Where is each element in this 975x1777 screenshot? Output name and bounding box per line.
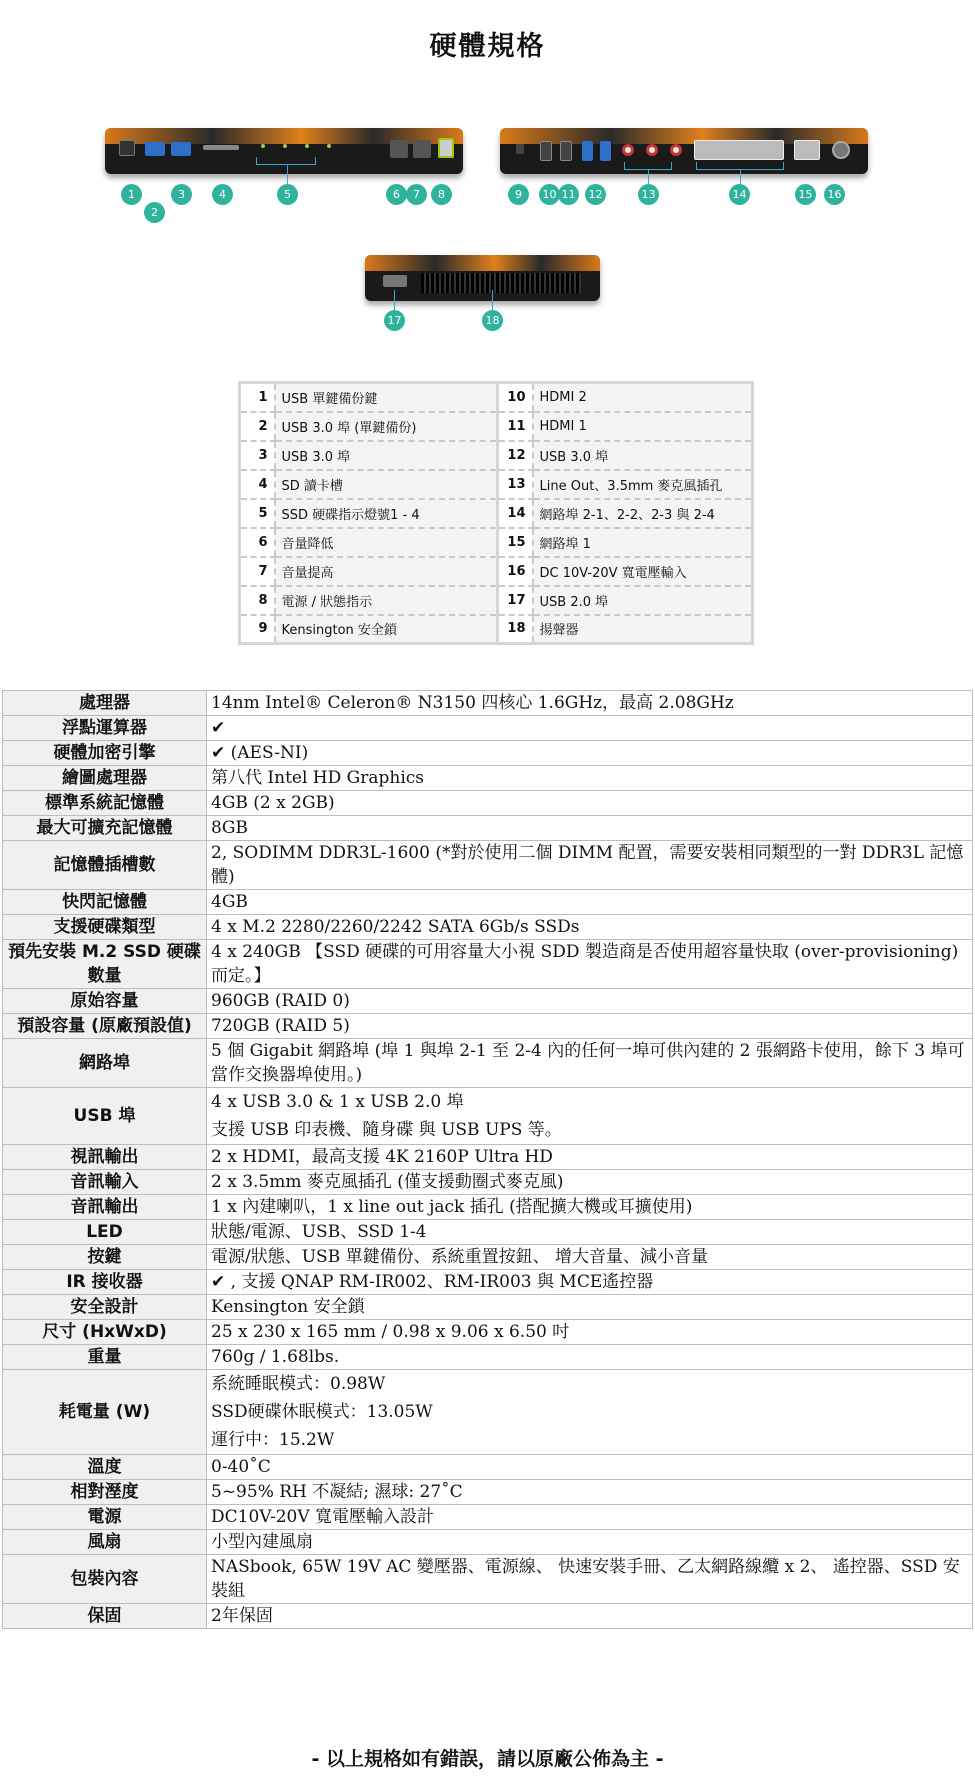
spec-value-line: ✔ xyxy=(211,718,226,738)
callout-9: 9 xyxy=(508,184,529,205)
legend-number: 15 xyxy=(498,528,533,557)
spec-value xyxy=(207,1270,973,1295)
spec-row xyxy=(3,1145,973,1170)
port-legend-table xyxy=(238,381,754,645)
spec-label: 視訊輸出 xyxy=(3,1145,207,1170)
legend-label: USB 3.0 埠 (單鍵備份) xyxy=(275,412,498,441)
spec-value-line: 2 x 3.5mm 麥克風插孔 (僅支援動圈式麥克風) xyxy=(211,1172,564,1192)
spec-label: 保固 xyxy=(3,1604,207,1629)
spec-value xyxy=(207,1220,973,1245)
spec-value-line: 2年保固 xyxy=(211,1606,273,1626)
spec-value xyxy=(207,1480,973,1505)
legend-number: 1 xyxy=(240,383,275,412)
legend-label: Kensington 安全鎖 xyxy=(275,615,498,644)
legend-label: USB 3.0 埠 xyxy=(275,441,498,470)
spec-value-line: 5~95% RH 不凝結; 濕球: 27˚C xyxy=(211,1482,463,1502)
legend-label: 電源 / 狀態指示 xyxy=(275,586,498,615)
disclaimer-footer: - 以上規格如有錯誤，請以原廠公佈為主 - xyxy=(311,1748,664,1770)
spec-value xyxy=(207,791,973,816)
spec-value xyxy=(207,1320,973,1345)
spec-label: 硬體加密引擎 xyxy=(3,741,207,766)
callout-4: 4 xyxy=(212,184,233,205)
callout-1: 1 xyxy=(121,184,142,205)
legend-number: 7 xyxy=(240,557,275,586)
callout-12: 12 xyxy=(585,184,606,205)
callout-6: 6 xyxy=(386,184,407,205)
legend-row xyxy=(240,499,753,528)
legend-label: USB 2.0 埠 xyxy=(533,586,753,615)
spec-value xyxy=(207,1145,973,1170)
callout-16: 16 xyxy=(824,184,845,205)
spec-value-line: 25 x 230 x 165 mm / 0.98 x 9.06 x 6.50 吋 xyxy=(211,1322,570,1342)
spec-row xyxy=(3,841,973,890)
legend-number: 5 xyxy=(240,499,275,528)
legend-label: 音量提高 xyxy=(275,557,498,586)
legend-label: HDMI 2 xyxy=(533,383,753,412)
legend-label: HDMI 1 xyxy=(533,412,753,441)
spec-value-line: 2, SODIMM DDR3L-1600 (*對於使用二個 DIMM 配置，需要安裝相同類型的一對 DDR3L 記憶體) xyxy=(211,843,964,887)
spec-value-line: 系統睡眠模式：0.98W xyxy=(211,1374,386,1394)
spec-value xyxy=(207,890,973,915)
spec-row xyxy=(3,691,973,716)
spec-value xyxy=(207,1345,973,1370)
spec-row xyxy=(3,1555,973,1604)
spec-value xyxy=(207,1195,973,1220)
spec-label: 繪圖處理器 xyxy=(3,766,207,791)
spec-value-line: ✔ , 支援 QNAP RM-IR002、RM-IR003 與 MCE遙控器 xyxy=(211,1272,654,1292)
spec-value xyxy=(207,716,973,741)
legend-label: USB 3.0 埠 xyxy=(533,441,753,470)
spec-row xyxy=(3,791,973,816)
spec-row xyxy=(3,1088,973,1145)
spec-label: 風扇 xyxy=(3,1530,207,1555)
rear-view-image xyxy=(500,128,868,183)
spec-row xyxy=(3,766,973,791)
spec-value-line: 2 x HDMI，最高支援 4K 2160P Ultra HD xyxy=(211,1147,553,1167)
spec-value-line: Kensington 安全鎖 xyxy=(211,1297,365,1317)
spec-label: 快閃記憶體 xyxy=(3,890,207,915)
legend-row xyxy=(240,470,753,499)
legend-number: 8 xyxy=(240,586,275,615)
callout-17: 17 xyxy=(384,310,405,331)
spec-value-line: 第八代 Intel HD Graphics xyxy=(211,768,425,788)
spec-label: 尺寸 (HxWxD) xyxy=(3,1320,207,1345)
legend-label: USB 單鍵備份鍵 xyxy=(275,383,498,412)
spec-value-line: 小型內建風扇 xyxy=(211,1532,313,1552)
spec-label: 相對溼度 xyxy=(3,1480,207,1505)
spec-row xyxy=(3,1039,973,1088)
legend-number: 2 xyxy=(240,412,275,441)
spec-value-line: 760g / 1.68lbs. xyxy=(211,1347,340,1367)
callout-7: 7 xyxy=(406,184,427,205)
spec-value-line: 14nm Intel® Celeron® N3150 四核心 1.6GHz，最高 2.08GHz xyxy=(211,693,734,713)
legend-row xyxy=(240,557,753,586)
spec-value-line: 4 x 240GB 【SSD 硬碟的可用容量大小視 SDD 製造商是否使用超容量快取 (over-provisioning) 而定。】 xyxy=(211,942,959,986)
spec-value xyxy=(207,989,973,1014)
callout-18: 18 xyxy=(482,310,503,331)
spec-label: 重量 xyxy=(3,1345,207,1370)
spec-value-line: ✔ (AES-NI) xyxy=(211,743,309,763)
spec-row xyxy=(3,1195,973,1220)
legend-number: 17 xyxy=(498,586,533,615)
spec-row xyxy=(3,1345,973,1370)
spec-value xyxy=(207,1245,973,1270)
spec-value xyxy=(207,915,973,940)
spec-value xyxy=(207,1039,973,1088)
spec-value xyxy=(207,1295,973,1320)
spec-value xyxy=(207,1014,973,1039)
spec-row xyxy=(3,741,973,766)
page-title: 硬體規格 xyxy=(429,31,546,62)
legend-label: 網路埠 2-1、2-2、2-3 與 2-4 xyxy=(533,499,753,528)
legend-row xyxy=(240,383,753,412)
spec-row xyxy=(3,816,973,841)
legend-row xyxy=(240,441,753,470)
spec-label: 記憶體插槽數 xyxy=(3,841,207,890)
spec-row xyxy=(3,940,973,989)
spec-label: 溫度 xyxy=(3,1455,207,1480)
spec-value-line: 1 x 內建喇叭，1 x line out jack 插孔 (搭配擴大機或耳擴使用) xyxy=(211,1197,693,1217)
spec-value xyxy=(207,1530,973,1555)
spec-value-line: 運行中：15.2W xyxy=(211,1430,335,1450)
callout-bracket xyxy=(624,162,672,170)
spec-value-line: 4GB xyxy=(211,892,248,912)
callout-leader xyxy=(492,290,493,310)
spec-value xyxy=(207,691,973,716)
spec-value xyxy=(207,940,973,989)
legend-number: 3 xyxy=(240,441,275,470)
spec-value-line: 0-40˚C xyxy=(211,1457,271,1477)
spec-value xyxy=(207,816,973,841)
spec-row xyxy=(3,1480,973,1505)
spec-label: 預設容量 (原廠預設值) xyxy=(3,1014,207,1039)
legend-label: SD 讀卡槽 xyxy=(275,470,498,499)
spec-row xyxy=(3,1170,973,1195)
legend-label: 音量降低 xyxy=(275,528,498,557)
spec-row xyxy=(3,1320,973,1345)
spec-label: 耗電量 (W) xyxy=(3,1370,207,1455)
callout-8: 8 xyxy=(431,184,452,205)
legend-label: DC 10V-20V 寬電壓輸入 xyxy=(533,557,753,586)
legend-number: 11 xyxy=(498,412,533,441)
legend-label: SSD 硬碟指示燈號1 - 4 xyxy=(275,499,498,528)
spec-label: 音訊輸出 xyxy=(3,1195,207,1220)
spec-row xyxy=(3,1295,973,1320)
legend-number: 14 xyxy=(498,499,533,528)
callout-bracket xyxy=(696,162,784,170)
spec-value xyxy=(207,1555,973,1604)
spec-value-line: 電源/狀態、USB 單鍵備份、系統重置按鈕、 增大音量、減小音量 xyxy=(211,1247,708,1267)
spec-label: 包裝內容 xyxy=(3,1555,207,1604)
callout-15: 15 xyxy=(795,184,816,205)
legend-number: 16 xyxy=(498,557,533,586)
callout-14: 14 xyxy=(729,184,750,205)
spec-row xyxy=(3,716,973,741)
spec-value xyxy=(207,741,973,766)
legend-label: Line Out、3.5mm 麥克風插孔 xyxy=(533,470,753,499)
legend-number: 18 xyxy=(498,615,533,644)
spec-label: 音訊輸入 xyxy=(3,1170,207,1195)
spec-label: 浮點運算器 xyxy=(3,716,207,741)
spec-value xyxy=(207,1604,973,1629)
spec-value-line: 960GB (RAID 0) xyxy=(211,991,350,1011)
callout-5: 5 xyxy=(277,184,298,205)
spec-label: 按鍵 xyxy=(3,1245,207,1270)
callout-leader xyxy=(394,290,395,310)
legend-row xyxy=(240,412,753,441)
spec-row xyxy=(3,1014,973,1039)
legend-number: 13 xyxy=(498,470,533,499)
spec-value-line: 8GB xyxy=(211,818,248,838)
spec-value xyxy=(207,766,973,791)
spec-row xyxy=(3,1245,973,1270)
spec-row xyxy=(3,989,973,1014)
legend-row xyxy=(240,528,753,557)
spec-row xyxy=(3,1220,973,1245)
legend-row xyxy=(240,615,753,644)
spec-row xyxy=(3,1530,973,1555)
spec-value-line: 4GB (2 x 2GB) xyxy=(211,793,335,813)
legend-number: 6 xyxy=(240,528,275,557)
legend-number: 9 xyxy=(240,615,275,644)
spec-value-line: NASbook, 65W 19V AC 變壓器、電源線、 快速安裝手冊、乙太網路線纜 x 2、 遙控器、SSD 安裝組 xyxy=(211,1557,960,1601)
legend-label: 網路埠 1 xyxy=(533,528,753,557)
front-view-image xyxy=(105,128,463,183)
spec-label: 安全設計 xyxy=(3,1295,207,1320)
spec-value xyxy=(207,841,973,890)
spec-value-line: 狀態/電源、USB、SSD 1-4 xyxy=(211,1222,427,1242)
spec-row xyxy=(3,1455,973,1480)
callout-13: 13 xyxy=(638,184,659,205)
spec-table xyxy=(2,690,973,1629)
spec-value-line: 支援 USB 印表機、隨身碟 與 USB UPS 等。 xyxy=(211,1120,562,1140)
spec-row xyxy=(3,890,973,915)
spec-label: 支援硬碟類型 xyxy=(3,915,207,940)
spec-label: 最大可擴充記憶體 xyxy=(3,816,207,841)
spec-row xyxy=(3,1370,973,1455)
spec-label: 網路埠 xyxy=(3,1039,207,1088)
callout-3: 3 xyxy=(171,184,192,205)
spec-row xyxy=(3,1270,973,1295)
spec-value-line: DC10V-20V 寬電壓輸入設計 xyxy=(211,1507,435,1527)
legend-number: 12 xyxy=(498,441,533,470)
spec-value xyxy=(207,1088,973,1145)
callout-2: 2 xyxy=(144,202,165,223)
spec-value xyxy=(207,1170,973,1195)
side-view-image xyxy=(365,255,600,305)
spec-row xyxy=(3,1505,973,1530)
spec-label: IR 接收器 xyxy=(3,1270,207,1295)
spec-value xyxy=(207,1455,973,1480)
spec-label: 預先安裝 M.2 SSD 硬碟數量 xyxy=(3,940,207,989)
spec-label: 處理器 xyxy=(3,691,207,716)
legend-row xyxy=(240,586,753,615)
spec-label: 電源 xyxy=(3,1505,207,1530)
spec-value xyxy=(207,1370,973,1455)
spec-row xyxy=(3,915,973,940)
spec-label: 標準系統記憶體 xyxy=(3,791,207,816)
spec-value-line: SSD硬碟休眠模式：13.05W xyxy=(211,1402,433,1422)
spec-row xyxy=(3,1604,973,1629)
spec-label: LED xyxy=(3,1220,207,1245)
spec-value-line: 720GB (RAID 5) xyxy=(211,1016,350,1036)
spec-label: 原始容量 xyxy=(3,989,207,1014)
spec-label: USB 埠 xyxy=(3,1088,207,1145)
legend-label: 揚聲器 xyxy=(533,615,753,644)
spec-value-line: 4 x M.2 2280/2260/2242 SATA 6Gb/s SSDs xyxy=(211,917,580,937)
spec-value xyxy=(207,1505,973,1530)
callout-11: 11 xyxy=(558,184,579,205)
callout-bracket xyxy=(256,157,316,165)
spec-value-line: 4 x USB 3.0 & 1 x USB 2.0 埠 xyxy=(211,1092,464,1112)
legend-number: 4 xyxy=(240,470,275,499)
callout-10: 10 xyxy=(539,184,560,205)
legend-number: 10 xyxy=(498,383,533,412)
spec-value-line: 5 個 Gigabit 網路埠 (埠 1 與埠 2-1 至 2-4 內的任何一埠可供內建的 2 張網路卡使用，餘下 3 埠可當作交換器埠使用。) xyxy=(211,1041,965,1085)
